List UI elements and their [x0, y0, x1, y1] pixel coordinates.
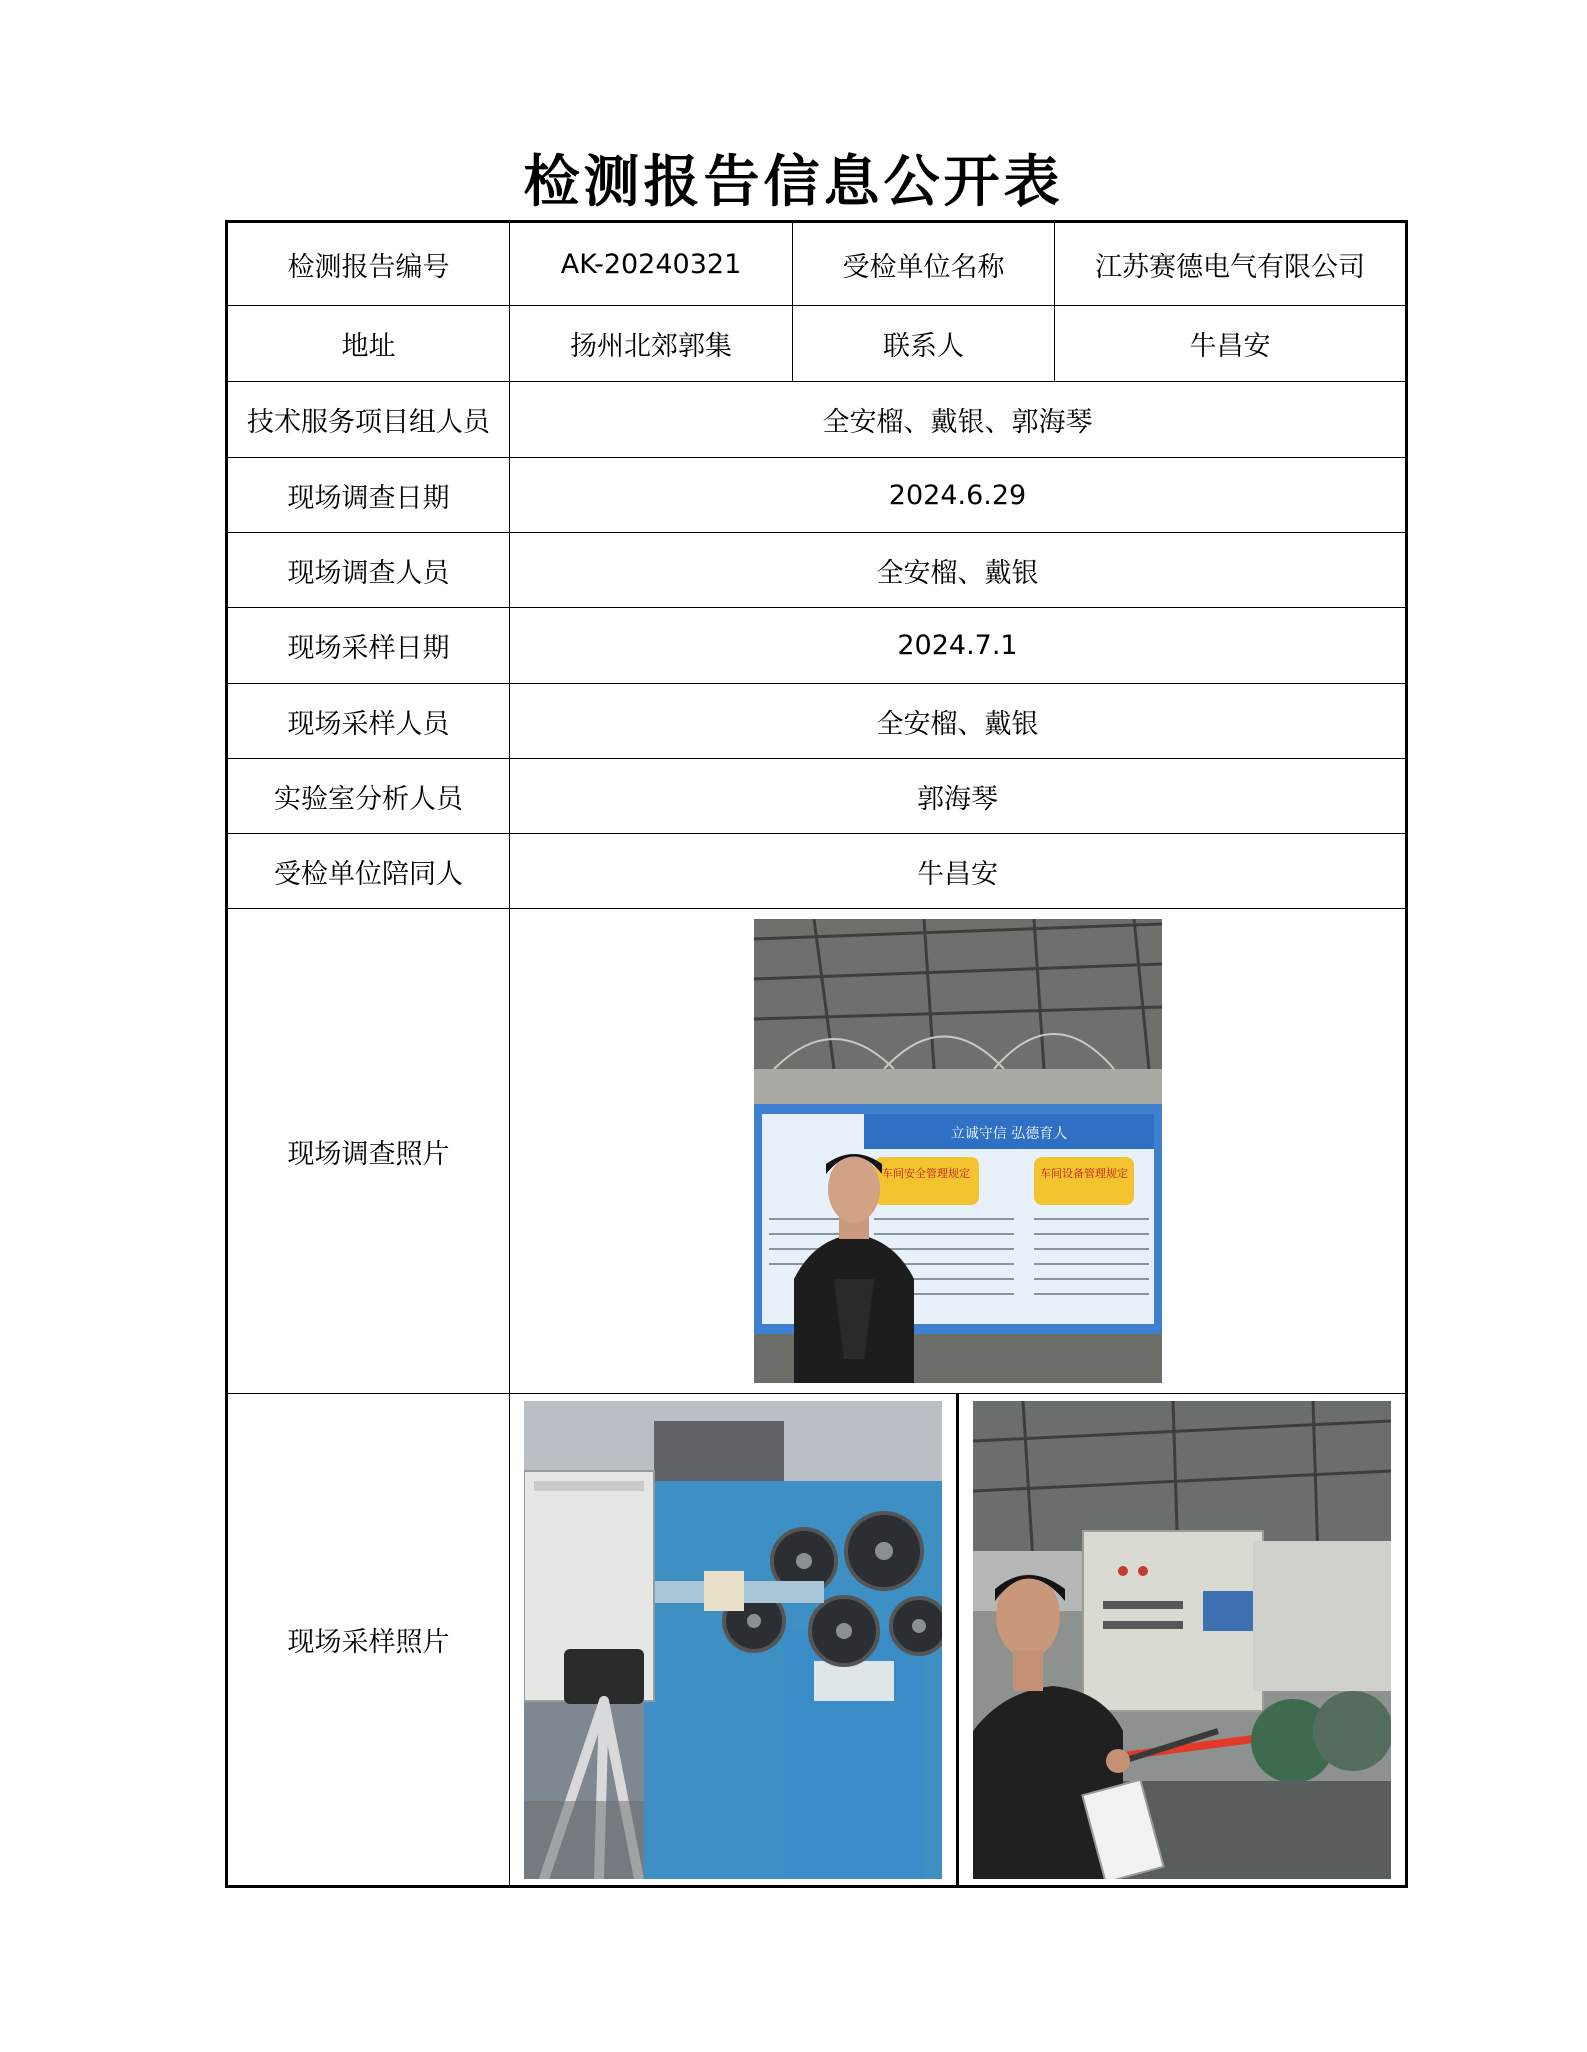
table-row — [227, 834, 1407, 909]
lab-staff-label: 实验室分析人员 — [227, 759, 510, 834]
table-row — [227, 306, 1407, 382]
table-row — [227, 533, 1407, 608]
team-value: 全安榴、戴银、郭海琴 — [510, 382, 1407, 458]
sampling-date-label: 现场采样日期 — [227, 608, 510, 684]
table-row — [227, 222, 1407, 306]
escort-value: 牛昌安 — [510, 834, 1407, 909]
sampling-photo-label: 现场采样照片 — [227, 1394, 510, 1887]
sampling-photo-left — [524, 1401, 942, 1879]
contact-label: 联系人 — [793, 306, 1055, 382]
address-label: 地址 — [227, 306, 510, 382]
sampling-photo-cell — [510, 1394, 1407, 1887]
escort-label: 受检单位陪同人 — [227, 834, 510, 909]
survey-staff-label: 现场调查人员 — [227, 533, 510, 608]
report-no-label: 检测报告编号 — [227, 222, 510, 306]
survey-photo-cell — [510, 909, 1407, 1394]
table-row — [227, 759, 1407, 834]
survey-date-label: 现场调查日期 — [227, 458, 510, 533]
table-row — [227, 608, 1407, 684]
sampling-photo-right-wrap — [956, 1394, 1405, 1885]
survey-date-value: 2024.6.29 — [510, 458, 1407, 533]
survey-photo-label: 现场调查照片 — [227, 909, 510, 1394]
table-row — [227, 1394, 1407, 1887]
sampling-date-value: 2024.7.1 — [510, 608, 1407, 684]
contact-value: 牛昌安 — [1055, 306, 1407, 382]
board-slogan: 立诚守信 弘德育人 — [950, 1126, 1067, 1142]
page-title: 检测报告信息公开表 — [523, 149, 1064, 215]
board-title-safety: 车间安全管理规定 — [881, 1167, 970, 1180]
table-row — [227, 684, 1407, 759]
unit-name-label: 受检单位名称 — [793, 222, 1055, 306]
sampling-staff-value: 全安榴、戴银 — [510, 684, 1407, 759]
address-value: 扬州北郊郭集 — [510, 306, 793, 382]
survey-staff-value: 全安榴、戴银 — [510, 533, 1407, 608]
unit-name-value: 江苏赛德电气有限公司 — [1055, 222, 1407, 306]
sampling-staff-label: 现场采样人员 — [227, 684, 510, 759]
survey-photo — [754, 919, 1162, 1383]
table-row — [227, 382, 1407, 458]
report-no-value: AK-20240321 — [510, 222, 793, 306]
table-row — [227, 909, 1407, 1394]
info-table — [225, 220, 1408, 1888]
table-row — [227, 458, 1407, 533]
sampling-photo-right — [973, 1401, 1391, 1879]
sampling-photos — [510, 1394, 1405, 1885]
sampling-photo-left-wrap — [510, 1394, 956, 1885]
team-label: 技术服务项目组人员 — [227, 382, 510, 458]
board-title-equipment: 车间设备管理规定 — [1039, 1167, 1128, 1180]
lab-staff-value: 郭海琴 — [510, 759, 1407, 834]
